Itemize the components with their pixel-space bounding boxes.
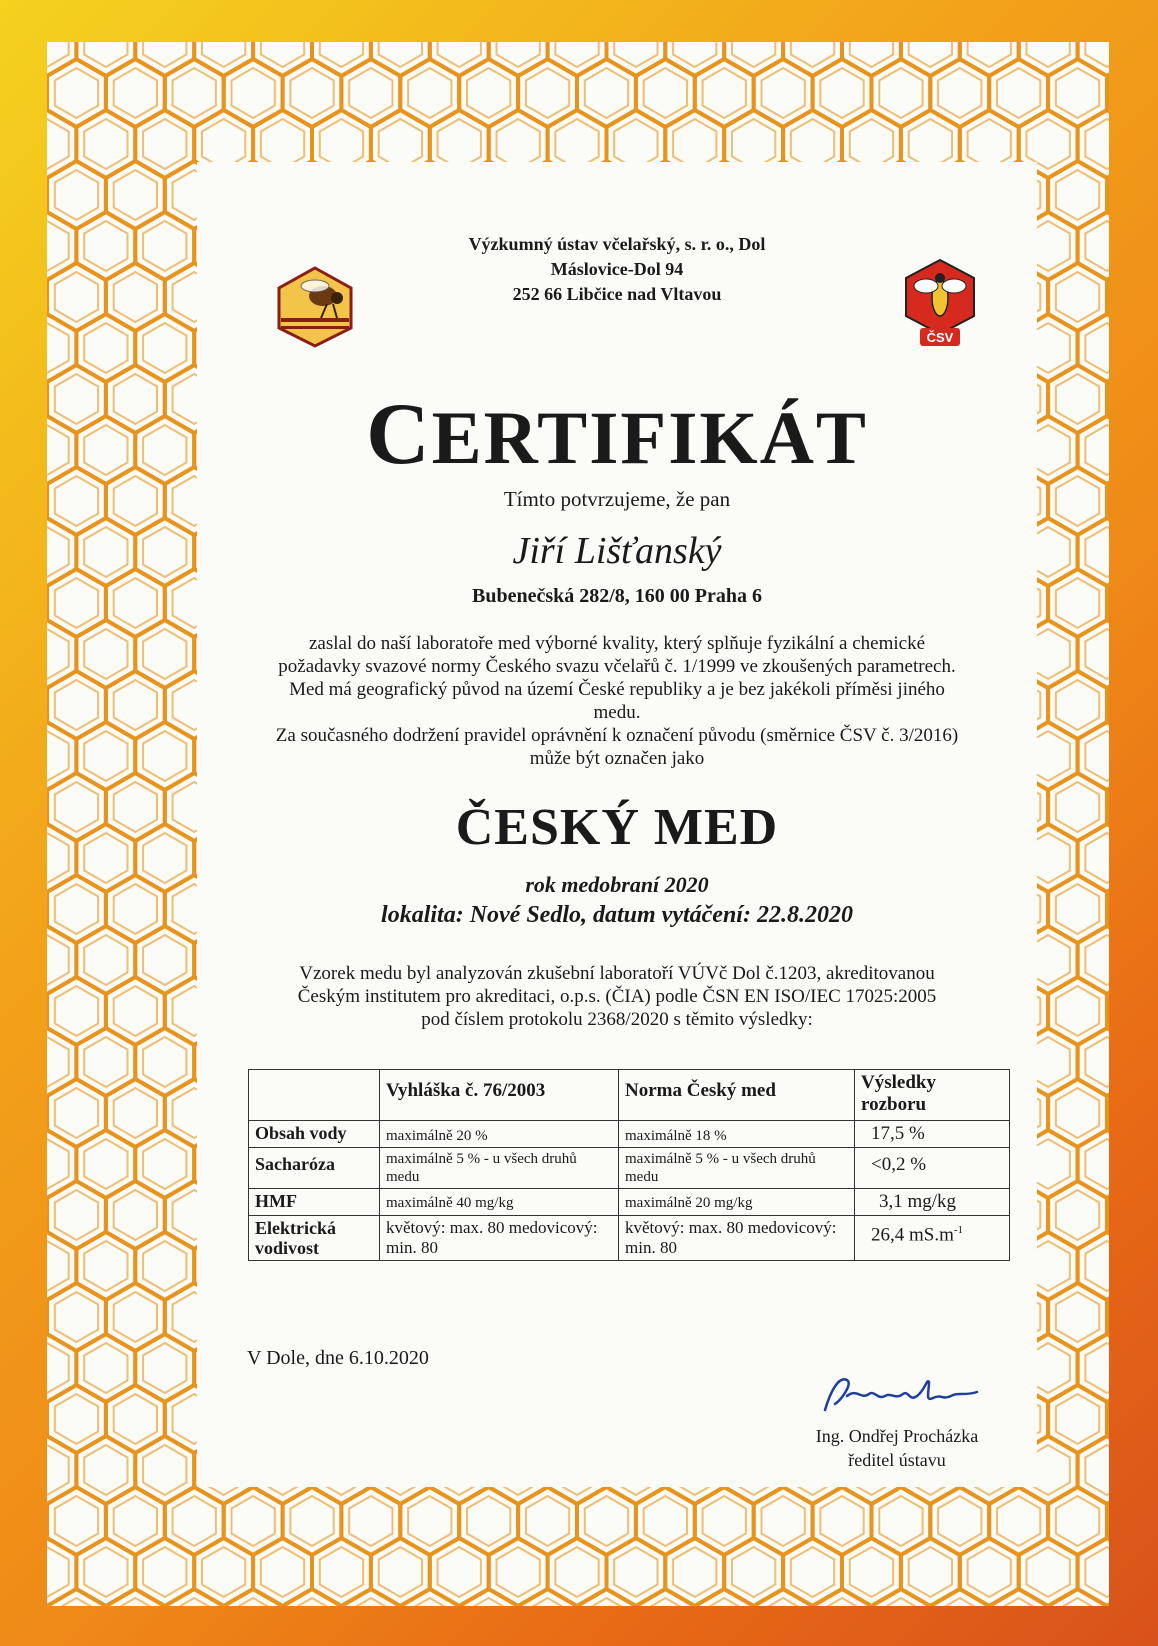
honeycomb-cell [1107,875,1109,943]
statement-line: Med má geografický původ na území České republiky a je bez jakékoli příměsi jiného [289,679,945,700]
result-cell: <0,2 % [855,1148,1010,1189]
honeycomb-inner-cell [114,986,157,1036]
honeycomb-inner-cell [114,1496,157,1546]
honeycomb-inner-cell [55,1496,98,1546]
honeycomb-inner-cell [555,42,598,67]
honeycomb-inner-cell [55,884,98,934]
sample-statement [227,962,1007,1031]
certificate-statement [237,632,997,770]
statement-line: zaslal do naší laboratoře med výborné kvality, který splňuje fyzikální a chemické [308,633,926,654]
honeycomb-inner-cell [879,68,922,118]
norm-cell: maximálně 20 mg/kg [619,1189,855,1216]
decree-cell: maximálně 5 % - u všech druhů medu [380,1148,619,1189]
statement-line: může být označen jako [529,748,705,769]
honeycomb-inner-cell [84,119,127,169]
honeycomb-inner-cell [1085,1343,1109,1393]
honeycomb-inner-cell [173,68,216,118]
honeycomb-cell [1107,1385,1109,1453]
honeycomb-inner-cell [114,1394,157,1444]
honeycomb-cell [194,42,253,76]
honeycomb-inner-cell [997,1496,1040,1546]
honeycomb-inner-cell [762,1496,805,1546]
honeycomb-cell [783,42,842,76]
honeycomb-inner-cell [114,476,157,526]
honeycomb-inner-cell [1056,680,1099,730]
honeycomb-inner-cell [55,578,98,628]
honeycomb-inner-cell [84,1343,127,1393]
honeycomb-inner-cell [349,68,392,118]
honeycomb-cell [430,42,489,76]
honeycomb-inner-cell [1085,1547,1109,1597]
honeycomb-inner-cell [173,1496,216,1546]
honeycomb-inner-cell [820,1496,863,1546]
decree-cell: maximálně 40 mg/kg [380,1189,619,1216]
honeycomb-inner-cell [47,1547,69,1597]
honeycomb-inner-cell [379,1547,422,1597]
honeycomb-inner-cell [84,323,127,373]
honeycomb-inner-cell [84,1445,127,1495]
honeycomb-cell [1107,1487,1109,1555]
honeycomb-inner-cell [55,1088,98,1138]
honeycomb-inner-cell [909,42,952,67]
institute-city: 252 66 Libčice nad Vltavou [512,284,722,304]
intro-text: Tímto potvrzujeme, že pan [503,487,731,511]
honeycomb-inner-cell [202,42,245,67]
honeycomb-inner-cell [1085,1037,1109,1087]
honeycomb-inner-cell [55,1190,98,1240]
honeycomb-inner-cell [1056,68,1099,118]
honeycomb-cell [665,42,724,76]
result-value: 26,4 mS.m [871,1224,954,1246]
certificate-content [197,162,1037,1487]
honeycomb-inner-cell [47,629,69,679]
honeycomb-inner-cell [114,68,157,118]
honeycomb-inner-cell [47,527,69,577]
honeycomb-inner-cell [55,272,98,322]
honeycomb-inner-cell [1056,1394,1099,1444]
honeycomb-inner-cell [703,68,746,118]
decree-cell: maximálně 20 % [380,1121,619,1148]
honeycomb-inner-cell [1085,221,1109,271]
honeycomb-cell [489,42,548,76]
title-initial: C [366,386,432,483]
honeycomb-cell [1107,1181,1109,1249]
honeycomb-inner-cell [55,1292,98,1342]
honeycomb-inner-cell [850,42,893,67]
honeycomb-inner-cell [938,68,981,118]
honeycomb-inner-cell [84,425,127,475]
honeycomb-inner-cell [1056,782,1099,832]
honeycomb-inner-cell [47,935,69,985]
honeycomb-cell [901,42,960,76]
result-unit-exponent: -1 [953,1224,964,1236]
honeycomb-inner-cell [290,68,333,118]
honeycomb-inner-cell [1085,119,1109,169]
honeycomb-inner-cell [143,833,186,883]
honeycomb-inner-cell [47,731,69,781]
signature-image [817,1370,987,1425]
csv-bee-logo [902,256,982,359]
honeycomb-cell [842,42,901,76]
honeycomb-inner-cell [1056,1088,1099,1138]
honeycomb-inner-cell [1056,1292,1099,1342]
product-title: ČESKÝ MED [455,799,779,856]
honeycomb-inner-cell [732,1547,775,1597]
honeycomb-inner-cell [143,935,186,985]
table-row [249,1121,1010,1148]
param-cell: Obsah vody [249,1121,380,1148]
honeycomb-inner-cell [879,1496,922,1546]
honeycomb-inner-cell [261,1547,304,1597]
honeycomb-inner-cell [143,221,186,271]
honeycomb-inner-cell [143,1139,186,1189]
honeycomb-inner-cell [1085,1445,1109,1495]
honeycomb-inner-cell [1056,578,1099,628]
honeycomb-inner-cell [55,782,98,832]
recipient-name: Jiří Lišťanský [512,530,722,572]
honeycomb-inner-cell [47,1037,69,1087]
honeycomb-inner-cell [290,1496,333,1546]
honeycomb-inner-cell [114,782,157,832]
honeycomb-inner-cell [114,1190,157,1240]
honeycomb-inner-cell [585,1496,628,1546]
honeycomb-cell [1107,1283,1109,1351]
sample-line: Vzorek medu byl analyzován zkušební laboratoří VÚVč Dol č.1203, akreditovanou [299,963,935,984]
honeycomb-inner-cell [1085,527,1109,577]
honeycomb-cell [1107,59,1109,127]
honeycomb-cell [1107,263,1109,331]
table-row [249,1216,1010,1261]
honeycomb-inner-cell [820,68,863,118]
honeycomb-inner-cell [791,1547,834,1597]
honeycomb-cell [1107,1079,1109,1147]
param-cell: Sacharóza [249,1148,380,1189]
honeycomb-cell [1107,671,1109,739]
honeycomb-inner-cell [55,476,98,526]
honeycomb-inner-cell [202,1547,245,1597]
honeycomb-inner-cell [114,170,157,220]
honeycomb-inner-cell [84,42,127,67]
honeycomb-inner-cell [84,221,127,271]
honeycomb-inner-cell [47,1241,69,1291]
honeycomb-inner-cell [1085,731,1109,781]
honeycomb-inner-cell [55,680,98,730]
honeycomb-cell [1019,42,1078,76]
honeycomb-inner-cell [1056,476,1099,526]
honeycomb-inner-cell [114,272,157,322]
honeycomb-cell [371,42,430,76]
honeycomb-inner-cell [84,833,127,883]
harvest-year: rok medobraní 2020 [525,872,709,897]
honeycomb-inner-cell [909,1547,952,1597]
honeycomb-inner-cell [47,1139,69,1189]
honeycomb-cell [724,42,783,76]
honeycomb-cell [1107,365,1109,433]
honeycomb-inner-cell [526,68,569,118]
table-header [249,1070,380,1121]
honeycomb-inner-cell [467,68,510,118]
place-date: V Dole, dne 6.10.2020 [247,1347,429,1369]
honeycomb-inner-cell [143,323,186,373]
honeycomb-inner-cell [762,68,805,118]
honeycomb-inner-cell [1056,884,1099,934]
honeycomb-inner-cell [1085,1241,1109,1291]
statement-line: medu. [593,702,641,723]
honeycomb-inner-cell [55,170,98,220]
honeycomb-inner-cell [84,1547,127,1597]
honeycomb-inner-cell [55,374,98,424]
honeycomb-inner-cell [1027,1547,1070,1597]
honeycomb-inner-cell [555,1547,598,1597]
result-cell [855,1216,1010,1261]
institute-street: Máslovice-Dol 94 [550,259,684,279]
honeycomb-inner-cell [320,42,363,67]
sample-line: Českým institutem pro akreditaci, o.p.s. (ČIA) podle ČSN EN ISO/IEC 17025:2005 [297,986,937,1007]
results-table [248,1069,1010,1261]
honeycomb-inner-cell [114,374,157,424]
decree-cell: květový: max. 80 medovicový: min. 80 [380,1216,619,1261]
honeycomb-inner-cell [232,68,275,118]
honeycomb-inner-cell [1085,833,1109,883]
honeycomb-inner-cell [438,42,481,67]
honeycomb-inner-cell [47,1343,69,1393]
honeycomb-cell [1107,161,1109,229]
honeycomb-inner-cell [84,629,127,679]
param-cell: Elektrická vodivost [249,1216,380,1261]
honeycomb-inner-cell [143,1037,186,1087]
sample-line: pod číslem protokolu 2368/2020 s těmito výsledky: [421,1009,813,1030]
honeycomb-inner-cell [1085,425,1109,475]
honeycomb-inner-cell [143,527,186,577]
honeycomb-inner-cell [143,1241,186,1291]
honeycomb-inner-cell [644,68,687,118]
honeycomb-cell [548,42,607,76]
honeycomb-cell [253,42,312,76]
honeycomb-inner-cell [143,1343,186,1393]
honeycomb-inner-cell [1056,170,1099,220]
honeycomb-cell [607,42,666,76]
honeycomb-inner-cell [143,42,186,67]
honeycomb-inner-cell [1056,986,1099,1036]
honeycomb-inner-cell [47,1445,69,1495]
table-header-row [249,1070,1010,1121]
honeycomb-inner-cell [47,221,69,271]
honeycomb-inner-cell [143,425,186,475]
recipient-address: Bubenečská 282/8, 160 00 Praha 6 [471,585,763,607]
statement-line: Za současného dodržení pravidel oprávnění k označení původu (směrnice ČSV č. 3/2016) [275,725,959,746]
honeycomb-inner-cell [497,42,540,67]
honeycomb-inner-cell [47,425,69,475]
honeycomb-cell [76,42,135,76]
honeycomb-cell [1107,977,1109,1045]
honeycomb-inner-cell [379,42,422,67]
honeycomb-inner-cell [1056,374,1099,424]
honeycomb-inner-cell [1056,272,1099,322]
honeycomb-cell [1107,569,1109,637]
result-cell: 17,5 % [855,1121,1010,1148]
honeycomb-inner-cell [614,42,657,67]
honeycomb-inner-cell [84,527,127,577]
honeycomb-frame [47,42,1109,1606]
honeycomb-inner-cell [703,1496,746,1546]
honeycomb-inner-cell [938,1496,981,1546]
honeycomb-inner-cell [84,935,127,985]
honeycomb-inner-cell [84,1139,127,1189]
table-row [249,1148,1010,1189]
honeycomb-inner-cell [438,1547,481,1597]
honeycomb-inner-cell [997,68,1040,118]
honeycomb-inner-cell [114,884,157,934]
honeycomb-inner-cell [47,323,69,373]
honeycomb-inner-cell [114,578,157,628]
honeycomb-inner-cell [791,42,834,67]
honeycomb-inner-cell [84,731,127,781]
honeycomb-inner-cell [850,1547,893,1597]
honeycomb-inner-cell [585,68,628,118]
title-rest: ERTIFIKÁT [431,397,868,480]
honeycomb-inner-cell [232,1496,275,1546]
honeycomb-inner-cell [84,1241,127,1291]
honeycomb-inner-cell [732,42,775,67]
honeycomb-inner-cell [143,629,186,679]
honeycomb-inner-cell [408,1496,451,1546]
honeycomb-inner-cell [1085,629,1109,679]
honeycomb-inner-cell [408,68,451,118]
certificate-title [197,384,1037,485]
result-cell: 3,1 mg/kg [855,1189,1010,1216]
honeycomb-inner-cell [55,1394,98,1444]
locality-line: lokalita: Nové Sedlo, datum vytáčení: 22.8.2020 [381,902,853,928]
honeycomb-inner-cell [467,1496,510,1546]
honeycomb-cell [1107,467,1109,535]
honeycomb-inner-cell [673,42,716,67]
param-cell: HMF [249,1189,380,1216]
honeycomb-inner-cell [47,119,69,169]
institute-name: Výzkumný ústav včelařský, s. r. o., Dol [468,234,766,254]
honeycomb-inner-cell [55,986,98,1036]
honeycomb-inner-cell [1085,1139,1109,1189]
honeycomb-inner-cell [84,1037,127,1087]
honeycomb-inner-cell [320,1547,363,1597]
honeycomb-inner-cell [526,1496,569,1546]
honeycomb-inner-cell [114,1088,157,1138]
norm-cell: maximálně 5 % - u všech druhů medu [619,1148,855,1189]
table-header: Výsledky rozboru [855,1070,1010,1121]
csv-logo-text: ČSV [926,330,954,345]
honeycomb-inner-cell [1056,1190,1099,1240]
honeycomb-inner-cell [114,1292,157,1342]
honeycomb-inner-cell [497,1547,540,1597]
honeycomb-inner-cell [261,42,304,67]
honeycomb-cell [1107,773,1109,841]
table-row [249,1189,1010,1216]
honeycomb-cell [312,42,371,76]
honeycomb-cell [135,42,194,76]
honeycomb-inner-cell [968,42,1011,67]
honeycomb-inner-cell [614,1547,657,1597]
honeycomb-inner-cell [1085,935,1109,985]
honeycomb-inner-cell [143,731,186,781]
honeycomb-inner-cell [1085,323,1109,373]
table-header: Norma Český med [619,1070,855,1121]
honeycomb-inner-cell [143,1547,186,1597]
signer-role: ředitel ústavu [848,1450,946,1470]
honeycomb-inner-cell [968,1547,1011,1597]
table-header: Vyhláška č. 76/2003 [380,1070,619,1121]
norm-cell: maximálně 18 % [619,1121,855,1148]
signer-block [797,1424,997,1472]
honeycomb-inner-cell [349,1496,392,1546]
statement-line: požadavky svazové normy Českého svazu včelařů č. 1/1999 ve zkoušených parametrech. [278,656,956,677]
signer-name: Ing. Ondřej Procházka [815,1426,979,1446]
honeycomb-inner-cell [673,1547,716,1597]
honeycomb-inner-cell [114,680,157,730]
honeycomb-inner-cell [143,119,186,169]
honeycomb-inner-cell [143,1445,186,1495]
norm-cell: květový: max. 80 medovicový: min. 80 [619,1216,855,1261]
honeycomb-cell [960,42,1019,76]
honeycomb-inner-cell [55,68,98,118]
honeycomb-inner-cell [644,1496,687,1546]
honeycomb-inner-cell [1056,1496,1099,1546]
honeycomb-inner-cell [47,833,69,883]
honeycomb-inner-cell [1027,42,1070,67]
